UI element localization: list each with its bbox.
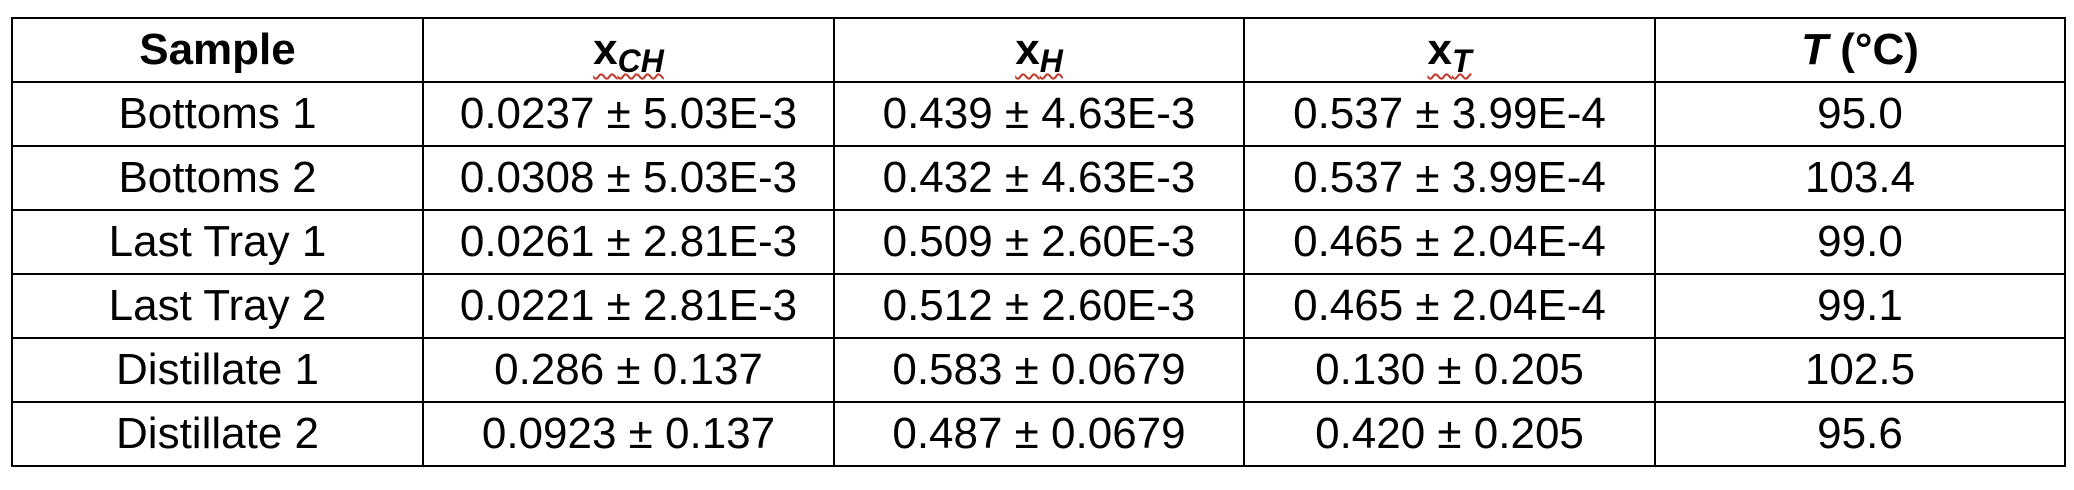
header-x-ch-subscript: CH: [617, 43, 664, 79]
cell-x-ch: 0.0261 ± 2.81E-3: [423, 210, 834, 274]
table-row: [12, 210, 2065, 274]
cell-temperature: 95.0: [1655, 82, 2065, 146]
header-x-ch-symbol: [593, 25, 664, 79]
cell-x-h: 0.512 ± 2.60E-3: [834, 274, 1244, 338]
cell-x-ch: 0.0237 ± 5.03E-3: [423, 82, 834, 146]
header-temperature: [1655, 18, 2065, 82]
cell-sample: Distillate 2: [12, 402, 423, 466]
cell-sample: Distillate 1: [12, 338, 423, 402]
table-row: [12, 338, 2065, 402]
header-row: [12, 18, 2065, 82]
header-x-t-base: x: [1427, 25, 1452, 74]
cell-x-ch: 0.286 ± 0.137: [423, 338, 834, 402]
cell-x-t: 0.130 ± 0.205: [1244, 338, 1655, 402]
header-sample-label: Sample: [139, 25, 296, 74]
composition-table: [11, 17, 2066, 467]
cell-sample: Last Tray 1: [12, 210, 423, 274]
cell-temperature: 95.6: [1655, 402, 2065, 466]
cell-sample: Last Tray 2: [12, 274, 423, 338]
table-row: [12, 402, 2065, 466]
header-x-ch-base: x: [593, 25, 618, 74]
cell-x-h: 0.432 ± 4.63E-3: [834, 146, 1244, 210]
header-sample: [12, 18, 423, 82]
cell-temperature: 99.1: [1655, 274, 2065, 338]
header-x-h: [834, 18, 1244, 82]
header-x-h-symbol: [1015, 25, 1063, 79]
cell-x-t: 0.537 ± 3.99E-4: [1244, 146, 1655, 210]
header-x-h-subscript: H: [1039, 43, 1063, 79]
cell-x-h: 0.583 ± 0.0679: [834, 338, 1244, 402]
cell-x-t: 0.465 ± 2.04E-4: [1244, 210, 1655, 274]
composition-table-container: [11, 17, 2064, 467]
cell-temperature: 99.0: [1655, 210, 2065, 274]
header-x-ch: [423, 18, 834, 82]
cell-x-ch: 0.0923 ± 0.137: [423, 402, 834, 466]
cell-x-h: 0.487 ± 0.0679: [834, 402, 1244, 466]
cell-x-h: 0.439 ± 4.63E-3: [834, 82, 1244, 146]
cell-x-t: 0.420 ± 0.205: [1244, 402, 1655, 466]
cell-x-ch: 0.0308 ± 5.03E-3: [423, 146, 834, 210]
header-x-h-base: x: [1015, 25, 1040, 74]
header-x-t-subscript: T: [1451, 43, 1472, 79]
cell-x-t: 0.537 ± 3.99E-4: [1244, 82, 1655, 146]
cell-temperature: 103.4: [1655, 146, 2065, 210]
table-row: [12, 146, 2065, 210]
table-row: [12, 274, 2065, 338]
cell-sample: Bottoms 1: [12, 82, 423, 146]
header-x-t-symbol: [1427, 25, 1472, 79]
header-temperature-unit: (°C): [1827, 25, 1919, 74]
header-x-t: [1244, 18, 1655, 82]
table-row: [12, 82, 2065, 146]
cell-x-t: 0.465 ± 2.04E-4: [1244, 274, 1655, 338]
cell-x-ch: 0.0221 ± 2.81E-3: [423, 274, 834, 338]
header-temperature-symbol: T: [1801, 25, 1828, 74]
cell-sample: Bottoms 2: [12, 146, 423, 210]
cell-temperature: 102.5: [1655, 338, 2065, 402]
cell-x-h: 0.509 ± 2.60E-3: [834, 210, 1244, 274]
